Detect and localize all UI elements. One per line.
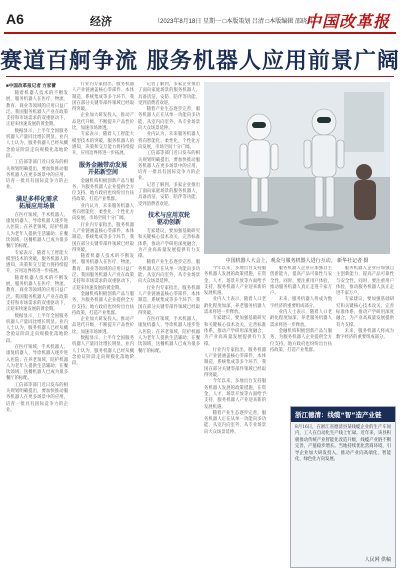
subheading: 满足多样化需求 拓展应用场景 xyxy=(15,195,58,210)
article-column-4 xyxy=(204,266,266,564)
paragraph: 专家建议，要加强基础研究和关键核心技术攻关，完善标准体系，推动产学研用深度融合，为产业高质量发展提供有力支撑。 xyxy=(336,297,394,328)
page-number: A6 xyxy=(6,11,24,27)
paragraph: 业内认为，未来服务机器人将向智能化、柔性化、个性化方向发展，市场空间十分广阔。 xyxy=(72,203,134,222)
paragraph: 随着机器人技术的不断发展，服务机器人在医疗、物流、教育、商业等领域的应用日益广泛。我国服务机器人产业在政策支持和市场需求的双重驱动下，正迎来快速发展的黄金期。 xyxy=(72,254,134,291)
paragraph: 数据显示，上半年全国服务机器人产量同比增长明显。业内人士认为，服务机器人已经从概念验证阶段走向规模化落地阶段。 xyxy=(6,128,68,159)
photo-caption xyxy=(204,257,390,264)
box-title: 浙江德清：线缆“智”造产业链 xyxy=(291,407,395,422)
article-column-6 xyxy=(336,266,394,402)
paragraph: 专家建议，要加强基础研究和关键核心技术攻关，完善标准体系，推动产学研用深度融合，为产业高质量发展提供有力支撑。 xyxy=(138,228,200,260)
paragraph: 在医疗领域，手术机器人、康复机器人、导诊机器人逐步进入医院；在养老领域，陪护机器人为老年人提供生活辅助；在餐饮领域，送餐机器人已成为很多餐厅的标配。 xyxy=(138,317,200,354)
article-column-2 xyxy=(72,82,134,564)
paragraph: 数据显示，上半年全国服务机器人产量同比增长明显。业内人士认为，服务机器人已经从概念验证阶段走向规模化落地阶段。 xyxy=(72,335,134,367)
paragraph: 在医疗领域，手术机器人、康复机器人、导诊机器人逐步进入医院；在养老领域，陪护机器人为老年人提供生活辅助；在餐饮领域，送餐机器人已成为很多餐厅的标配。 xyxy=(6,212,68,250)
robots-illustration xyxy=(204,82,390,254)
paragraph: 随着产业生态逐步完善，服务机器人正在从单一功能向多功能、从室内向室外、从专业场景向大众场景延伸。 xyxy=(138,260,200,285)
paragraph: 随着机器人技术的不断发展，服务机器人在医疗、物流、教育、商业等领域的应用日益广泛。我国服务机器人产业在政策支持和市场需求的双重驱动下，正迎来快速发展的黄金期。 xyxy=(6,91,68,128)
photo-credit: 新华社记者 摄 xyxy=(337,258,369,264)
caption-text: 中国机器人大会上，观众与服务机器人进行互动。 xyxy=(225,258,336,264)
paragraph: 金融机构积极创新产品与服务，为服务机器人企业提供全方位支持。地方政府也纷纷出台扶持政策，打造产业集群。 xyxy=(72,291,134,316)
paragraph: 业内人士表示，随着人口老龄化程度加深，养老服务机器人需求将进一步释放。 xyxy=(204,297,266,316)
masthead xyxy=(4,6,396,34)
paragraph: 行业内专家指出，服务机器人产业链涵盖核心零部件、本体制造、系统集成等多个环节，我国在部分关键零部件领域已经取得突破。 xyxy=(204,347,266,379)
paragraph: 业内认为，未来服务机器人将向智能化、柔性化、个性化方向发展，市场空间十分广阔。 xyxy=(138,132,200,150)
paragraph: 今年以来，多地出台支持服务机器人发展的政策措施，在资金、人才、场景开放等方面给予支持，服务机器人产业迎来新的发展机遇。 xyxy=(204,266,266,297)
box-author: 人民网 供稿 xyxy=(364,557,391,563)
paragraph: 工信部等部门近日发布的相关规划明确提出，要加快推动服务机器人在更多场景中的应用，培育一批具有国际竞争力的企业。 xyxy=(138,151,200,182)
headline-rule xyxy=(6,76,394,77)
paragraph: 随着产业生态逐步完善，服务机器人正在从单一功能向多功能、从室内向室外、从专业场景向大众场景延伸。 xyxy=(204,410,266,435)
paragraph: 在医疗领域，手术机器人、康复机器人、导诊机器人逐步进入医院；在养老领域，陪护机器人为老年人提供生活辅助；在餐饮领域，送餐机器人已成为很多餐厅的标配。 xyxy=(6,344,68,382)
article-column-3 xyxy=(138,82,200,564)
subheading: 服务金融带动发展 开拓新空间 xyxy=(78,161,127,176)
paragraph: 行业内专家指出，服务机器人产业链涵盖核心零部件、本体制造、系统集成等多个环节，我国在部分关键零部件领域已经取得突破。 xyxy=(138,285,200,316)
paragraph: 专家表示，随着人工智能大模型技术的突破，服务机器人的感知、决策和交互能力将持续提升，应用边界将进一步拓展。 xyxy=(6,250,68,275)
paragraph: 企业加大研发投入，推动产品迭代升级，不断提升产品性价比，加速市场渗透。 xyxy=(72,113,134,132)
paragraph: 数据显示，上半年全国服务机器人产量同比增长明显。业内人士认为，服务机器人已经从概念验证阶段走向规模化落地阶段。 xyxy=(6,313,68,344)
news-photo-robots xyxy=(204,82,390,254)
section-name: 经济 xyxy=(90,16,112,28)
paragraph: 服务机器人企业应加强自主创新能力，提高产品可靠性与安全性。同时，要注重用户体验，推动服务机器人真正走进千家万户。 xyxy=(270,266,332,297)
paragraph: 金融机构积极创新产品与服务，为服务机器人企业提供全方位支持。地方政府也纷纷出台扶持政策，打造产业集群。 xyxy=(72,178,134,203)
paragraph: 行业内专家指出，服务机器人产业链涵盖核心零部件、本体制造、系统集成等多个环节，我国在部分关键零部件领域已经取得突破。 xyxy=(72,222,134,253)
paragraph: 业内人士表示，随着人口老龄化程度加深，养老服务机器人需求将进一步释放。 xyxy=(270,310,332,328)
sidebar-news-box xyxy=(290,406,396,568)
page-headline: 赛道百舸争流 服务机器人应用前景广阔 xyxy=(0,49,400,74)
paragraph: 记者了解到，多家企业推出了面向家庭场景的服务机器人，具备清洁、安防、陪伴等功能，受到消费者欢迎。 xyxy=(138,82,200,106)
dateline: （2023年8月18日 星期一 □本版策划 吕清 □本版编辑 邵晓丹） xyxy=(154,19,319,25)
paragraph: 金融机构积极创新产品与服务，为服务机器人企业提供全方位支持。地方政府也纷纷出台扶持政策，打造产业集群。 xyxy=(270,328,332,353)
paragraph: 未来，服务机器人将成为数字经济的重要组成部分。 xyxy=(270,297,332,309)
paragraph: 工信部等部门近日发布的相关规划明确提出，要加快推动服务机器人在更多场景中的应用，培育一批具有国际竞争力的企业。 xyxy=(6,382,68,413)
paragraph: 随着机器人技术的不断发展，服务机器人在医疗、物流、教育、商业等领域的应用日益广泛。我国服务机器人产业在政策支持和市场需求的双重驱动下，正迎来快速发展的黄金期。 xyxy=(6,275,68,313)
subheading: 技术与应用双轮 驱动创新 xyxy=(147,211,190,226)
article-column-1 xyxy=(6,82,68,564)
byline: ■中国改革报记者 方家蕾 xyxy=(6,83,56,88)
paragraph: 未来，服务机器人将成为数字经济的重要组成部分。 xyxy=(336,328,394,341)
paragraph: 专家建议，要加强基础研究和关键核心技术攻关，完善标准体系，推动产学研用深度融合，为产业高质量发展提供有力支撑。 xyxy=(204,316,266,347)
paragraph: 服务机器人企业应加强自主创新能力，提高产品可靠性与安全性。同时，要注重用户体验，推动服务机器人真正走进千家万户。 xyxy=(336,266,394,297)
paragraph: 工信部等部门近日发布的相关规划明确提出，要加快推动服务机器人在更多场景中的应用，培育一批具有国际竞争力的企业。 xyxy=(6,160,68,191)
paragraph: 专家表示，随着人工智能大模型技术的突破，服务机器人的感知、决策和交互能力将持续提升，应用边界将进一步拓展。 xyxy=(72,132,134,157)
paragraph: 随着产业生态逐步完善，服务机器人正在从单一功能向多功能、从室内向室外、从专业场景向大众场景延伸。 xyxy=(138,107,200,132)
newspaper-logo: 中国改革报 xyxy=(304,12,390,31)
paragraph: 企业加大研发投入，推动产品迭代升级，不断提升产品性价比，加速市场渗透。 xyxy=(72,317,134,335)
paragraph: 记者了解到，多家企业推出了面向家庭场景的服务机器人，具备清洁、安防、陪伴等功能，受到消费者欢迎。 xyxy=(138,182,200,207)
box-text: 8月16日，在浙江省德清县某线缆企业的生产车间内，工人在自动化生产线上忙碌。近年来，该县积极推动传统产业智能化改造升级，线缆产业链不断完善，产值稳步增长。当地持续优化营商环境，引导企业加大研发投入，推动产业向高端化、智能化、绿色化方向发展。 xyxy=(295,425,391,463)
paragraph: 行业内专家指出，服务机器人产业链涵盖核心零部件、本体制造、系统集成等多个环节，我国在部分关键零部件领域已经取得突破。 xyxy=(72,82,134,113)
paragraph: 今年以来，多地出台支持服务机器人发展的政策措施，在资金、人才、场景开放等方面给予支持，服务机器人产业迎来新的发展机遇。 xyxy=(204,379,266,410)
